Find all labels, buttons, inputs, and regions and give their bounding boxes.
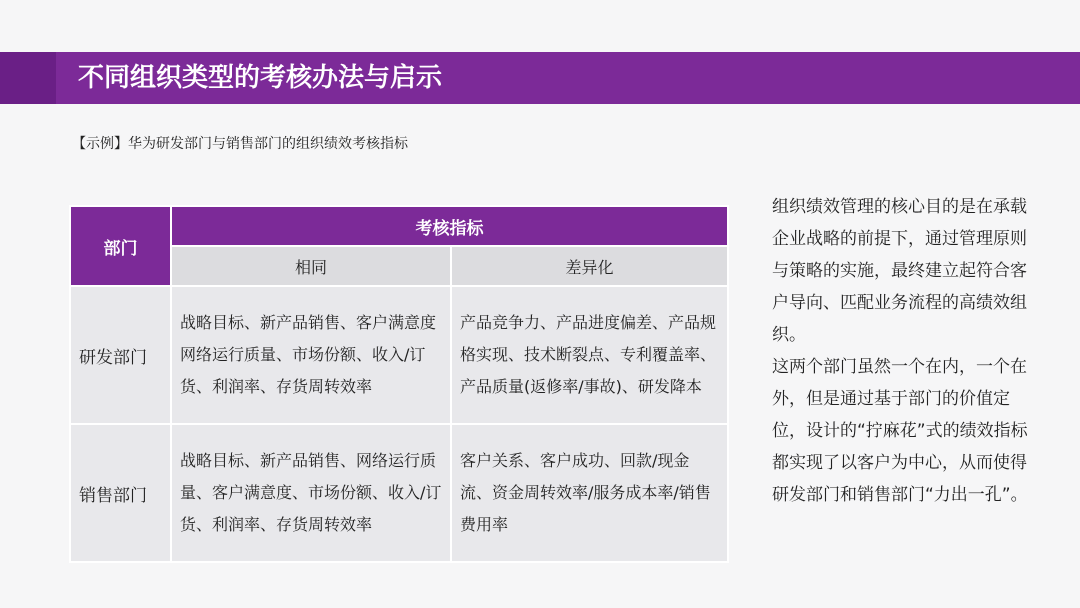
title-accent (0, 52, 56, 104)
diff-cell: 产品竞争力、产品进度偏差、产品规格实现、技术断裂点、专利覆盖率、产品质量(返修率/事故)、研发降本 (451, 286, 728, 424)
example-caption: 【示例】华为研发部门与销售部门的组织绩效考核指标 (72, 136, 408, 152)
same-cell: 战略目标、新产品销售、客户满意度网络运行质量、市场份额、收入/订货、利润率、存货周转效率 (171, 286, 451, 424)
header-dept: 部门 (70, 206, 171, 286)
page-title: 不同组织类型的考核办法与启示 (78, 63, 443, 93)
side-paragraph: 组织绩效管理的核心目的是在承载企业战略的前提下，通过管理原则与策略的实施，最终建立起符合客户导向、匹配业务流程的高绩效组织。 (772, 197, 1027, 345)
kpi-table (69, 205, 729, 563)
table-row (70, 286, 728, 424)
dept-cell: 销售部门 (70, 424, 171, 562)
same-cell: 战略目标、新产品销售、网络运行质量、客户满意度、市场份额、收入/订货、利润率、存货周转效率 (171, 424, 451, 562)
header-same: 相同 (171, 246, 451, 286)
side-paragraph: 这两个部门虽然一个在内，一个在外，但是通过基于部门的价值定位，设计的“拧麻花”式的绩效指标都实现了以客户为中心，从而使得研发部门和销售部门“力出一孔”。 (772, 357, 1028, 505)
table-row (70, 424, 728, 562)
diff-cell: 客户关系、客户成功、回款/现金流、资金周转效率/服务成本率/销售费用率 (451, 424, 728, 562)
dept-cell: 研发部门 (70, 286, 171, 424)
header-diff: 差异化 (451, 246, 728, 286)
side-commentary (772, 191, 1034, 511)
header-kpi: 考核指标 (171, 206, 728, 246)
title-bar (0, 52, 1080, 104)
